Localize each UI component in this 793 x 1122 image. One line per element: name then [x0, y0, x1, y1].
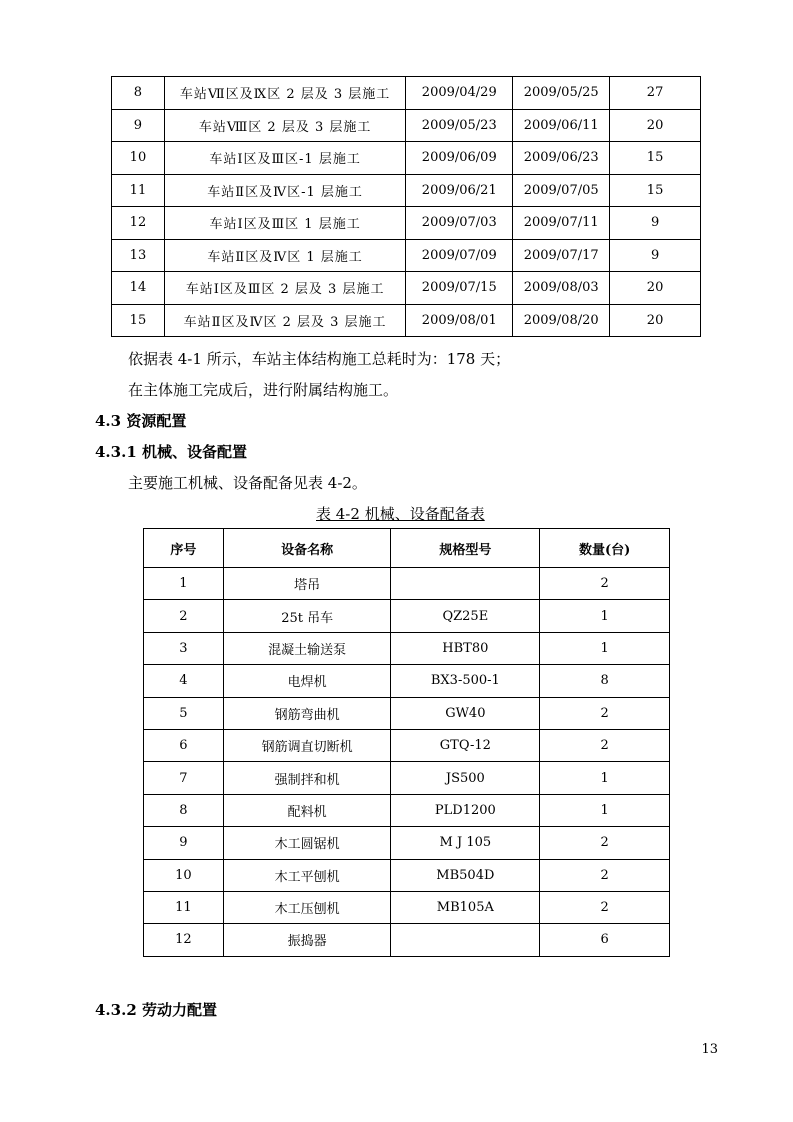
equipment-cell-model: MB504D — [391, 859, 540, 891]
equipment-cell-quantity: 1 — [540, 600, 670, 632]
equipment-row — [144, 697, 670, 729]
schedule-cell-start: 2009/05/23 — [406, 109, 513, 142]
paragraph-equipment-intro: 主要施工机械、设备配备见表 4-2。 — [128, 474, 367, 492]
schedule-row — [112, 174, 701, 207]
equipment-cell-quantity: 1 — [540, 632, 670, 664]
equipment-row — [144, 600, 670, 632]
paragraph-after-main: 在主体施工完成后，进行附属结构施工。 — [128, 381, 399, 399]
schedule-cell-task: 车站Ⅰ区及Ⅲ区 1 层施工 — [164, 207, 405, 240]
equipment-row — [144, 891, 670, 923]
equipment-cell-quantity: 2 — [540, 859, 670, 891]
equipment-cell-model: M J 105 — [391, 827, 540, 859]
equipment-cell-name: 混凝土输送泵 — [223, 632, 391, 664]
header-quantity: 数量(台) — [540, 529, 670, 568]
schedule-cell-start: 2009/07/03 — [406, 207, 513, 240]
equipment-row — [144, 729, 670, 761]
equipment-cell-no: 2 — [144, 600, 224, 632]
equipment-cell-name: 配料机 — [223, 794, 391, 826]
equipment-cell-no: 4 — [144, 665, 224, 697]
equipment-cell-model: MB105A — [391, 891, 540, 923]
heading-labor-allocation: 4.3.2 劳动力配置 — [95, 1001, 217, 1019]
schedule-cell-days: 15 — [610, 142, 701, 175]
schedule-row — [112, 109, 701, 142]
equipment-cell-no: 3 — [144, 632, 224, 664]
equipment-cell-no: 9 — [144, 827, 224, 859]
schedule-cell-no: 13 — [112, 239, 165, 272]
table-caption: 表 4-2 机械、设备配备表 — [316, 505, 485, 523]
schedule-cell-start: 2009/08/01 — [406, 304, 513, 337]
equipment-row — [144, 762, 670, 794]
equipment-cell-name: 25t 吊车 — [223, 600, 391, 632]
equipment-cell-no: 8 — [144, 794, 224, 826]
schedule-cell-start: 2009/04/29 — [406, 77, 513, 110]
equipment-cell-model: QZ25E — [391, 600, 540, 632]
equipment-row — [144, 568, 670, 600]
equipment-row — [144, 794, 670, 826]
schedule-row — [112, 142, 701, 175]
header-no: 序号 — [144, 529, 224, 568]
header-model: 规格型号 — [391, 529, 540, 568]
schedule-cell-end: 2009/05/25 — [513, 77, 610, 110]
equipment-cell-name: 木工压刨机 — [223, 891, 391, 923]
schedule-row — [112, 304, 701, 337]
equipment-cell-model: HBT80 — [391, 632, 540, 664]
equipment-cell-name: 木工平刨机 — [223, 859, 391, 891]
equipment-cell-quantity: 8 — [540, 665, 670, 697]
schedule-table-body — [112, 77, 701, 337]
equipment-cell-no: 12 — [144, 924, 224, 956]
equipment-cell-quantity: 1 — [540, 762, 670, 794]
equipment-table-body — [144, 568, 670, 957]
equipment-cell-model: PLD1200 — [391, 794, 540, 826]
schedule-cell-no: 10 — [112, 142, 165, 175]
schedule-cell-task: 车站Ⅱ区及Ⅳ区-1 层施工 — [164, 174, 405, 207]
schedule-cell-days: 9 — [610, 207, 701, 240]
equipment-cell-quantity: 2 — [540, 891, 670, 923]
equipment-cell-no: 1 — [144, 568, 224, 600]
schedule-cell-end: 2009/07/05 — [513, 174, 610, 207]
schedule-cell-days: 9 — [610, 239, 701, 272]
schedule-cell-days: 20 — [610, 109, 701, 142]
schedule-cell-days: 27 — [610, 77, 701, 110]
equipment-row — [144, 665, 670, 697]
equipment-cell-name: 塔吊 — [223, 568, 391, 600]
header-equipment-name: 设备名称 — [223, 529, 391, 568]
equipment-cell-no: 11 — [144, 891, 224, 923]
equipment-cell-name: 强制拌和机 — [223, 762, 391, 794]
equipment-cell-name: 钢筋弯曲机 — [223, 697, 391, 729]
schedule-cell-start: 2009/06/21 — [406, 174, 513, 207]
equipment-cell-name: 振捣器 — [223, 924, 391, 956]
heading-resource-allocation: 4.3 资源配置 — [95, 412, 187, 430]
equipment-cell-quantity: 2 — [540, 697, 670, 729]
schedule-cell-days: 15 — [610, 174, 701, 207]
equipment-cell-name: 钢筋调直切断机 — [223, 729, 391, 761]
schedule-cell-task: 车站Ⅰ区及Ⅲ区 2 层及 3 层施工 — [164, 272, 405, 305]
schedule-cell-end: 2009/07/11 — [513, 207, 610, 240]
equipment-cell-model: JS500 — [391, 762, 540, 794]
schedule-cell-end: 2009/08/03 — [513, 272, 610, 305]
schedule-cell-no: 14 — [112, 272, 165, 305]
schedule-cell-days: 20 — [610, 304, 701, 337]
schedule-row — [112, 77, 701, 110]
schedule-row — [112, 239, 701, 272]
paragraph-total-duration: 依据表 4-1 所示，车站主体结构施工总耗时为：178 天； — [128, 350, 511, 368]
schedule-cell-no: 11 — [112, 174, 165, 207]
page-number: 13 — [701, 1042, 718, 1057]
equipment-table — [143, 528, 670, 957]
equipment-cell-quantity: 2 — [540, 568, 670, 600]
schedule-cell-end: 2009/08/20 — [513, 304, 610, 337]
schedule-row — [112, 272, 701, 305]
equipment-cell-quantity: 2 — [540, 729, 670, 761]
equipment-cell-model: BX3-500-1 — [391, 665, 540, 697]
schedule-cell-end: 2009/06/23 — [513, 142, 610, 175]
equipment-cell-no: 7 — [144, 762, 224, 794]
schedule-row — [112, 207, 701, 240]
equipment-row — [144, 827, 670, 859]
schedule-cell-no: 15 — [112, 304, 165, 337]
equipment-cell-model: GW40 — [391, 697, 540, 729]
schedule-cell-task: 车站Ⅱ区及Ⅳ区 1 层施工 — [164, 239, 405, 272]
schedule-cell-start: 2009/07/09 — [406, 239, 513, 272]
schedule-cell-no: 12 — [112, 207, 165, 240]
equipment-row — [144, 924, 670, 956]
schedule-cell-start: 2009/07/15 — [406, 272, 513, 305]
schedule-cell-task: 车站Ⅶ区及Ⅸ区 2 层及 3 层施工 — [164, 77, 405, 110]
schedule-cell-end: 2009/06/11 — [513, 109, 610, 142]
equipment-cell-model: GTQ-12 — [391, 729, 540, 761]
schedule-cell-end: 2009/07/17 — [513, 239, 610, 272]
equipment-cell-no: 5 — [144, 697, 224, 729]
equipment-cell-quantity: 6 — [540, 924, 670, 956]
equipment-row — [144, 632, 670, 664]
schedule-cell-days: 20 — [610, 272, 701, 305]
schedule-cell-start: 2009/06/09 — [406, 142, 513, 175]
schedule-cell-task: 车站Ⅱ区及Ⅳ区 2 层及 3 层施工 — [164, 304, 405, 337]
equipment-cell-no: 6 — [144, 729, 224, 761]
equipment-cell-model — [391, 568, 540, 600]
equipment-cell-quantity: 1 — [540, 794, 670, 826]
equipment-cell-name: 木工圆锯机 — [223, 827, 391, 859]
equipment-cell-quantity: 2 — [540, 827, 670, 859]
schedule-cell-no: 9 — [112, 109, 165, 142]
schedule-cell-task: 车站Ⅰ区及Ⅲ区-1 层施工 — [164, 142, 405, 175]
heading-machinery-equipment: 4.3.1 机械、设备配置 — [95, 443, 247, 461]
schedule-cell-no: 8 — [112, 77, 165, 110]
equipment-cell-name: 电焊机 — [223, 665, 391, 697]
equipment-cell-no: 10 — [144, 859, 224, 891]
schedule-cell-task: 车站Ⅷ区 2 层及 3 层施工 — [164, 109, 405, 142]
equipment-header-row — [144, 529, 670, 568]
equipment-cell-model — [391, 924, 540, 956]
schedule-table — [111, 76, 701, 337]
equipment-row — [144, 859, 670, 891]
